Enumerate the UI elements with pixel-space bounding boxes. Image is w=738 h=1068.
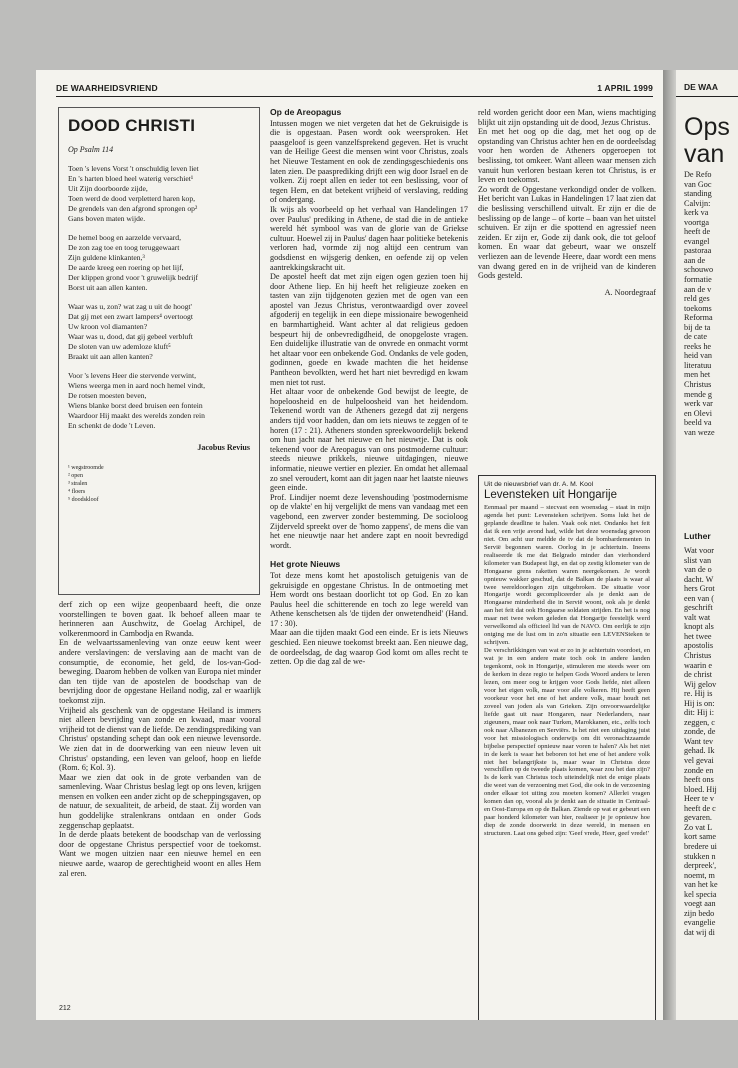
footnote: ² open — [68, 473, 83, 479]
sidebar-paragraph: De verschrikkingen van wat er zo in je achtertuin voordoet, en wat je in een andere mate toch ook in andere landen tegenkomt, ook in Hongarije, stimuleren me steeds weer om de kerken in deze regio te helpen Gods Woord anders te leren lezen, om meer oog te krijgen voor Gods liefde, niet alleen voor het eigen volk, maar voor alle volkeren. Hij heeft geen voorkeur voor het ene of het andere volk, maar houdt net zoveel van joden als van Grieken. Zijn onvoorwaardelijke liefde gaat uit naar Hongaren, naar Nederlanders, naar zigeuners, maar ook naar Turken, Marokkanen, etc., zelfs toch ook naar Albanezen en Serviërs. Is het niet een uitdaging juist voor het missiologisch onderwijs om dit veronachtzaamde bijbelse perspectief opnieuw naar voren te halen? Als het niet in de kerk is waar het beboren tot het ene of het andere volk niet het belangrijkste is, maar waar in Christus deze verschillen op de tweede plaats komen, waar zou het dan zijn? Is de kerk van Christus toch uiteindelijk niet de enige plaats die weet van de verzoening met God, die ook in de verzoening onder elkaar tot uiting zou moeten komen? Allerlei vragen komen dan op, vooral als je denkt aan de situatie in Centraal- en Oost-Europa en op de Balkan. Ziende op wat er gebeurt een paar honderd kilometer van hier, realiseer je je opnieuw hoe diep de zonde doorwerkt in deze wereld, in mensen en structuren. Laat ons gebed zijn: 'Geef vrede, Heer, geef vrede!' — [484, 647, 650, 838]
sidebar-kicker: Uit de nieuwsbrief van dr. A. M. Kool — [484, 481, 594, 488]
running-header — [56, 82, 653, 97]
poem-line: Gans boven maten wijde. — [68, 214, 146, 223]
poem-line: En 's harten bloed heel waterig verschiet¹ — [68, 174, 194, 183]
poem-line: De aarde kreeg een roering op het lijf, — [68, 263, 184, 272]
poem-line: En schenkt de dode 't Leven. — [68, 421, 156, 430]
poem-line: Braakt uit aan allen kanten? — [68, 352, 153, 361]
header-rule — [676, 96, 738, 97]
paragraph: Maar we zien dat ook in de grote verbanden van de samenleving. Waar Christus beslag legt op ons leven, krijgen mensen en volken een ander zicht op de scheppingsgaven, op de natuur, de sexualiteit, de arbeid, de staat. Zij worden van hun goddelijke stralenkrans ontdaan en onder Gods zeggenschap geplaatst. — [59, 772, 261, 830]
article-signature: A. Noordegraaf — [604, 287, 656, 297]
paragraph: En met het oog op die dag, met het oog op de opstanding van Christus achter hen en de oordeelsdag voor hen worden de Atheners opgeroepen tot beslissing, tot omkeer. Want alleen waar mensen zich vanuit hun verloren bestaan keren tot Christus, is er leven en toekomst. — [478, 127, 656, 185]
paragraph: Zo wordt de Opgestane verkondigd onder de volken. Het bericht van Lukas in Handelingen 17 laat zien dat die beslissing verschillend uitvalt. Er zijn er die de beslissing op de lange – of korte – baan van het uitstel schuiven. Er zijn er die spottend en agressief neen zeiden. Er zijn er, Gode zij dank ook, die tot geloof komen. En waar dat gebeurt, waar we onszelf verliezen aan de levende Heere, daar wordt een mens van dwang gered en in de vrijheid van de kinderen Gods gesteld. — [478, 184, 656, 281]
footnote: ³ stralen — [68, 481, 88, 487]
footnote: ¹ wegstroomde — [68, 465, 104, 471]
left-page — [36, 70, 663, 1020]
issue-date: 1 APRIL 1999 — [597, 83, 653, 93]
poem-line: De rotsen moesten beven, — [68, 391, 147, 400]
next-page-header: DE WAA — [684, 82, 718, 92]
poem-box — [58, 107, 260, 595]
magazine-name: DE WAARHEIDSVRIEND — [56, 83, 158, 93]
poem-line: Borst uit aan allen kanten. — [68, 283, 148, 292]
article-column-1 — [59, 600, 261, 878]
paragraph: Prof. Lindijer noemt deze levenshouding 'postmodernisme op de vlakte' en hij vergelijkt de mens van vandaag met een vagebond, een zwerver zonder bestemming. De socioloog Zijderveld spreekt over de 'homo zappens', de mens die van het ene nieuwtje naar het andere zapt en nooit bevredigd wordt. — [270, 492, 468, 550]
poem-line: Dat gij met een zwart lampers⁴ overtoogt — [68, 312, 193, 321]
next-page-text: Wat voor slist van van de o dacht. W hers Grot een van ( geschrift valt wat knopt als het twee apostolis Christus waarin e de christ Wij gelov re. Hij is Hij is on: dit: Hij i: zeggen, c zonde, de Want tev gehad. Ik vel gevai zonde en heeft ons bloed. Hij Heer te v heeft de c gevaren. Zo vat L kort same bredere ui stukken n derpreek', noemt, m van het ke kel specia voegt aan zijn bedo evangelie dat wij di — [684, 546, 718, 937]
poem-line: Toen 's levens Vorst 't onschuldig leven liet — [68, 164, 199, 173]
poem-line: De sloten van uw ademloze kluft⁵ — [68, 342, 171, 351]
section-heading: Op de Areopagus — [270, 107, 342, 117]
paragraph: reld worden gericht door een Man, wiens machtiging blijkt uit zijn opstanding uit de dood, Jezus Christus. — [478, 108, 656, 127]
paragraph: Maar aan die tijden maakt God een einde. Er is iets Nieuws geschied. Een nieuwe toekomst breekt aan. Een nieuwe dag, de oordeelsdag, de dag waarop God komt om alles recht te zetten. Op die dag zal de we- — [270, 628, 468, 667]
poem-stanza — [68, 302, 250, 362]
paragraph: Intussen mogen we niet vergeten dat het de Gekruisigde is die is opgestaan. Pasen wordt ook weersproken. Het paasgeloof is geen vanzelfsprekend gegeven. Het is vrucht van de Heilige Geest die mensen wint voor Christus, zoals het Nieuwe Testament en ook de zendingsgeschiedenis ons laten zien. De paasprediking drijft een wig door Israel en de volken. Zij roept allen en ieder tot een beslissing, voor of tegen Hem, en dat betekent vrijheid of verslaving, redding of ondergang. — [270, 118, 468, 205]
poem-line: Voor 's levens Heer die stervende verwint, — [68, 371, 196, 380]
paragraph: En de welvaartssamenleving van onze eeuw kent weer andere verslavingen: de verslaving aan de macht van de consumptie, de economie, het geld, de los-van-God-beweging. Daarom hebben de volken van Europa niet minder dan ten tijde van de apostelen de boodschap van de bevrijding door de opgestane Heiland nodig, zal er waarlijk toekomst zijn. — [59, 638, 261, 705]
paragraph: Ik wijs als voorbeeld op het verhaal van Handelingen 17 over Paulus' prediking in Athene, de stad die in de antieke wereld hét symbool was van de glorie van de Griekse cultuur. Hoewel zij in Paulus' dagen haar politieke betekenis verloren had, vormde zij nog altijd een centrum van godsdienst en wijsgerig denken, en oefende zij op velen aantrekkingskracht uit. — [270, 204, 468, 272]
next-page-title: Ops van — [684, 113, 730, 168]
poem-line: Uit Zijn doorboorde zijde, — [68, 184, 148, 193]
poem-line: De hemel boog en aarzelde vervaard, — [68, 233, 182, 242]
poem-line: Uw kroon vol diamanten? — [68, 322, 148, 331]
footnote: ⁵ doodskloof — [68, 497, 99, 503]
poem-stanza — [68, 233, 250, 293]
sidebar-title: Levensteken uit Hongarije — [484, 489, 617, 501]
poem-line: De zon zag toe en toog teruggewaart — [68, 243, 180, 252]
footnote: ⁴ floers — [68, 489, 86, 495]
next-page-text: De Refo van Goc standing Calvijn: kerk va voortga heeft de evangel pastoraa aan de schouwo formatie aan de v reld ges toekoms Reforma bij de ta de cate reeks he heid van literatuu men het Christus mende g werk var en Olevi beeld va van weze — [684, 170, 715, 437]
poem-stanza — [68, 371, 250, 431]
poem-line: De grendels van den afgrond sprongen op² — [68, 204, 198, 213]
paragraph: De apostel heeft dat met zijn eigen ogen gezien toen hij door Athene liep. En hij heeft het religieuze zoeken en tasten van zijn tijdgenoten gezien met de ogen van een apostel van Jezus Christus, verontwaardigd over zoveel afgoderij en tegelijk in een diepe missionaire bewogenheid en barmhartigheid. Want achter al dat religieus gedoen bespeurt hij de onbevredigdheid, de onopgeloste vragen. Een duidelijke illustratie van de onvrede en onmacht vormt het altaar voor een onbekende God. Ondanks de vele goden, godinnen, goede en kwade machten die het heidense Pantheon bevolkten, werd het hart niet bevredigd en kwam men niet tot rust. — [270, 272, 468, 387]
paragraph: derf zich op een wijze geopenbaard heeft, die onze voorstellingen te boven gaat. Ik behoef alleen maar te herinneren aan Auschwitz, de Goelag Archipel, de volkerenmoord in Cambodja en Rwanda. — [59, 600, 261, 638]
poem-title: DOOD CHRISTI — [68, 116, 196, 135]
poem-line: Waar was u, dood, dat gij gebeel verbluft — [68, 332, 193, 341]
article-column-2 — [270, 108, 468, 667]
poem-subtitle: Op Psalm 114 — [68, 145, 114, 154]
poem-line: Wiens weerga men in aard noch hemel vindt, — [68, 381, 206, 390]
paragraph: Vrijheid als geschenk van de opgestane Heiland is immers niet alleen bevrijding van zonde en kwaad, maar vooral vrijheid tot de dienst van de liefde. De zendingsprediking van Christus' opstanding schept dan ook een nieuwe levensorde. We zien dat in de doorwerking van een nieuw leven uit Christus' opstanding, een leven van geloof, hoop en liefde (Rom. 6; Kol. 3). — [59, 705, 261, 773]
next-page-fragment — [676, 70, 738, 1020]
sidebar-paragraph: Eenmaal per maand – stecvast een woensdag – staat in mijn agenda het punt: Levensteken schrijven. Soms lukt het de geplande deadline te halen. Vaak ook niet. Ondanks het feit dat ik een vrije avond had, wilde het deze woensdag gewoon niet. Om acht uur meldde de tv dat de bombardementen in Servië begonnen waren. Oorlog in je achtertuin. Ineens realiseerde ik me dat Belgrado minder dan vierhonderd kilometer van Budapest ligt, en dat op zestig kilometer van de Hongaarse grens raketten waren neergekomen. Je wordt opnieuw wakker geschud, dat de Balkan de plaats is waar al twee wereldoorlogen zijn uitgebroken. De situatie voor Hongarije wordt gecompliceerder als je denkt aan de Hongaarse minderheid die in Servië woont, ook als je denkt aan het feit dat ook Hongaarse soldaten strijden. En het is nog maar net twee weken geleden dat Hongarije feestelijk werd verwelkomd als officieel lid van de NAVO. Om eerlijk te zijn ontging me de lust om in zo'n situatie een LEVENSteken te schrijven. — [484, 504, 650, 647]
poem-line: Toen werd de dood verpletterd haren kop, — [68, 194, 196, 203]
poem-stanza — [68, 164, 250, 224]
next-page-subhead: Luther — [684, 531, 711, 541]
poem-line: Waar was u, zon? wat zag u uit de hoogt' — [68, 302, 192, 311]
page-number: 212 — [59, 1005, 71, 1012]
section-heading: Het grote Nieuws — [270, 559, 341, 570]
poem-line: Waardoor Hij maakt des werelds zonden rein — [68, 411, 205, 420]
paragraph: Het altaar voor de onbekende God bewijst de leegte, de hopeloosheid en de hulpeloosheid van het heidendom. Tekenend wordt van de Atheners gezegd dat zij nergens anders tijd voor hadden, dan om iets nieuws te zeggen of te horen (17 : 21). Atheners stonden spreekwoordelijk bekend om hun jacht naar het nieuwe en het nieuwtje. Dat is ook tekenend voor de Areopagus van ons postmoderne cultuur: steeds nieuwe prikkels, nieuwe uitdagingen, nieuwe informatie, nieuwe vertier en plezier. En omdat het allemaal zo snel veroudert, komt aan dit jagen naar het laatste nieuws geen einde. — [270, 387, 468, 493]
sidebar-box — [478, 475, 656, 1020]
article-column-3 — [478, 108, 656, 297]
paragraph: Tot deze mens komt het apostolisch getuigenis van de gekruisigde en opgestane Christus. In de ontmoeting met Hem wordt ons bestaan doorlicht tot op God. En zo kan Paulus heel die schitterende en toch zo lege wereld van Athene kenschetsen als 'de tijden der onwetendheid' (Hand. 17 : 30). — [270, 570, 468, 628]
poem-line: Der klippen grond voor 't gruwelijk bedrijf — [68, 273, 199, 282]
book-gutter — [663, 70, 676, 1020]
poem-line: Zijn guldene klinkanten,³ — [68, 253, 145, 262]
poem-line: Wiens blanke borst deed bruisen een fontein — [68, 401, 203, 410]
poem-author: Jacobus Revius — [197, 443, 250, 452]
paragraph: In de derde plaats betekent de boodschap van de verlossing door de opgestane Christus perspectief voor de toekomst. Want we mogen uitzien naar een nieuwe hemel en een nieuwe aarde, waarop de gerechtigheid woont en alles Hem zal eren. — [59, 830, 261, 878]
